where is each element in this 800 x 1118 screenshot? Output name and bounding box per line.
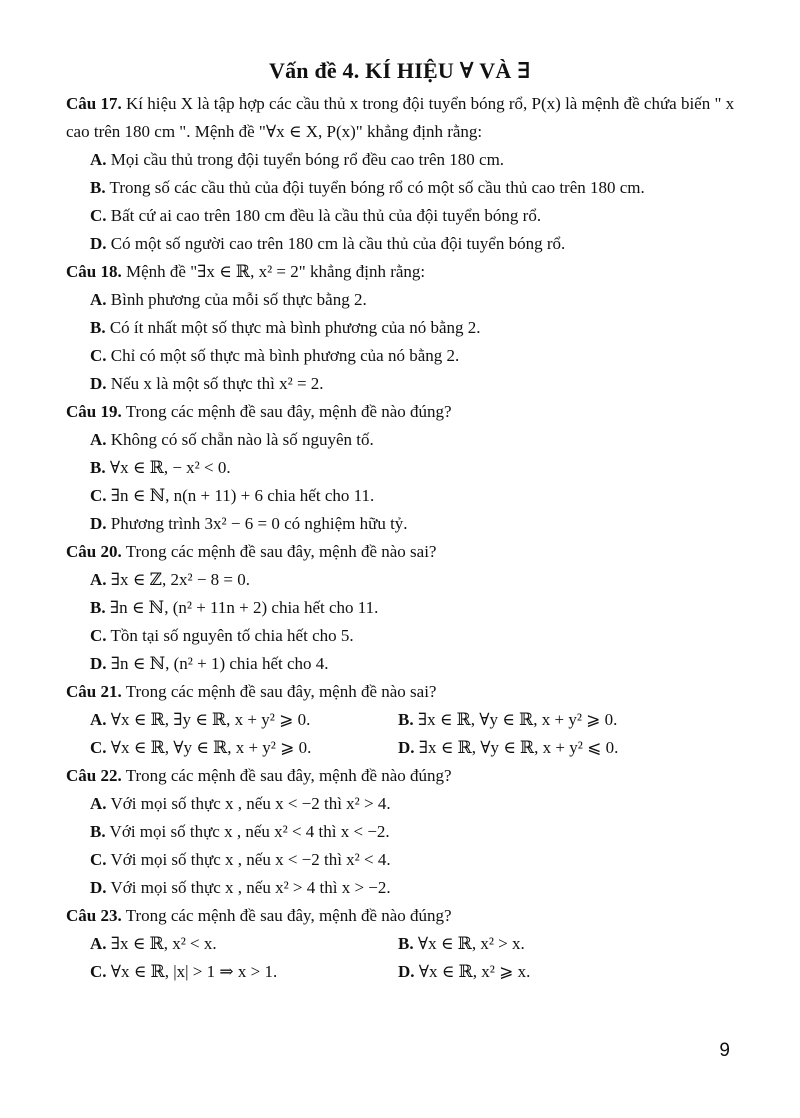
option-d bbox=[66, 370, 746, 398]
option-label: D. bbox=[398, 962, 415, 981]
question-stem bbox=[66, 398, 746, 426]
option-text: ∃x ∈ ℝ, ∀y ∈ ℝ, x + y² ⩽ 0. bbox=[418, 738, 619, 757]
option-text: ∀x ∈ ℝ, x² > x. bbox=[417, 934, 525, 953]
option-label: B. bbox=[90, 458, 106, 477]
option-row bbox=[66, 930, 746, 958]
option-label: B. bbox=[398, 710, 414, 729]
option-text: Với mọi số thực x , nếu x² > 4 thì x > −2. bbox=[110, 878, 391, 897]
option-text: ∀x ∈ ℝ, |x| > 1 ⇒ x > 1. bbox=[110, 962, 278, 981]
question-stem bbox=[66, 90, 746, 146]
option-d bbox=[66, 230, 746, 258]
option-label: A. bbox=[90, 150, 107, 169]
page-number: 9 bbox=[719, 1040, 730, 1061]
option-label: B. bbox=[398, 934, 414, 953]
option-text: Bất cứ ai cao trên 180 cm đều là cầu thủ của đội tuyển bóng rổ. bbox=[110, 206, 542, 225]
option-b bbox=[398, 706, 706, 734]
option-d bbox=[66, 874, 746, 902]
option-row bbox=[66, 734, 746, 762]
question-23 bbox=[66, 902, 746, 986]
option-label: C. bbox=[90, 626, 107, 645]
option-label: D. bbox=[90, 234, 107, 253]
option-text: Nếu x là một số thực thì x² = 2. bbox=[110, 374, 324, 393]
option-label: C. bbox=[90, 962, 107, 981]
option-text: Bình phương của mỗi số thực bằng 2. bbox=[110, 290, 367, 309]
option-text: ∀x ∈ ℝ, x² ⩾ x. bbox=[418, 962, 531, 981]
question-label: Câu 19. bbox=[66, 402, 122, 421]
question-17 bbox=[66, 90, 746, 258]
option-label: A. bbox=[90, 710, 107, 729]
option-label: B. bbox=[90, 178, 106, 197]
option-text: ∃x ∈ ℤ, 2x² − 8 = 0. bbox=[110, 570, 251, 589]
option-label: D. bbox=[90, 878, 107, 897]
option-a bbox=[66, 286, 746, 314]
option-label: A. bbox=[90, 934, 107, 953]
option-d bbox=[66, 510, 746, 538]
question-text: Kí hiệu X là tập hợp các cầu thủ x trong đội tuyển bóng rổ, P(x) là mệnh đề chứa biến " x cao trên 180 cm ". Mệnh đề "∀x ∈ X, P(x)" khẳng định rằng: bbox=[66, 94, 735, 141]
question-21 bbox=[66, 678, 746, 762]
option-text: ∃n ∈ ℕ, (n² + 11n + 2) chia hết cho 11. bbox=[109, 598, 379, 617]
option-a bbox=[90, 930, 398, 958]
question-label: Câu 22. bbox=[66, 766, 122, 785]
option-text: Có một số người cao trên 180 cm là cầu thủ của đội tuyển bóng rổ. bbox=[110, 234, 566, 253]
option-a bbox=[66, 426, 746, 454]
option-text: ∃x ∈ ℝ, x² < x. bbox=[110, 934, 217, 953]
option-text: Chỉ có một số thực mà bình phương của nó bằng 2. bbox=[110, 346, 460, 365]
option-text: ∀x ∈ ℝ, ∀y ∈ ℝ, x + y² ⩾ 0. bbox=[110, 738, 312, 757]
option-b bbox=[66, 174, 746, 202]
option-label: C. bbox=[90, 738, 107, 757]
option-text: Mọi cầu thủ trong đội tuyển bóng rổ đều cao trên 180 cm. bbox=[110, 150, 505, 169]
option-b bbox=[66, 454, 746, 482]
option-row bbox=[66, 706, 746, 734]
option-c bbox=[90, 958, 398, 986]
option-c bbox=[66, 342, 746, 370]
option-text: ∀x ∈ ℝ, − x² < 0. bbox=[109, 458, 231, 477]
option-label: D. bbox=[398, 738, 415, 757]
option-a bbox=[66, 790, 746, 818]
question-18 bbox=[66, 258, 746, 398]
option-b bbox=[66, 818, 746, 846]
option-label: A. bbox=[90, 430, 107, 449]
question-22 bbox=[66, 762, 746, 902]
question-19 bbox=[66, 398, 746, 538]
question-text: Trong các mệnh đề sau đây, mệnh đề nào sai? bbox=[125, 682, 437, 701]
option-a bbox=[66, 146, 746, 174]
option-label: A. bbox=[90, 290, 107, 309]
option-c bbox=[66, 846, 746, 874]
option-a bbox=[66, 566, 746, 594]
option-d bbox=[398, 958, 706, 986]
question-text: Trong các mệnh đề sau đây, mệnh đề nào sai? bbox=[125, 542, 437, 561]
question-stem bbox=[66, 678, 746, 706]
question-text: Trong các mệnh đề sau đây, mệnh đề nào đúng? bbox=[125, 906, 452, 925]
option-text: ∃n ∈ ℕ, (n² + 1) chia hết cho 4. bbox=[110, 654, 329, 673]
option-text: Phương trình 3x² − 6 = 0 có nghiệm hữu tỷ. bbox=[110, 514, 408, 533]
question-text: Trong các mệnh đề sau đây, mệnh đề nào đúng? bbox=[125, 766, 452, 785]
option-text: Với mọi số thực x , nếu x < −2 thì x² > 4. bbox=[110, 794, 391, 813]
option-c bbox=[66, 622, 746, 650]
question-label: Câu 17. bbox=[66, 94, 122, 113]
option-text: Trong số các cầu thủ của đội tuyển bóng rổ có một số cầu thủ cao trên 180 cm. bbox=[109, 178, 645, 197]
question-label: Câu 18. bbox=[66, 262, 122, 281]
option-text: Với mọi số thực x , nếu x < −2 thì x² < 4. bbox=[110, 850, 391, 869]
question-stem bbox=[66, 258, 746, 286]
option-row bbox=[66, 958, 746, 986]
option-label: A. bbox=[90, 794, 107, 813]
option-text: ∃x ∈ ℝ, ∀y ∈ ℝ, x + y² ⩾ 0. bbox=[417, 710, 618, 729]
option-text: Không có số chẵn nào là số nguyên tố. bbox=[110, 430, 374, 449]
question-text: Trong các mệnh đề sau đây, mệnh đề nào đúng? bbox=[125, 402, 452, 421]
option-label: C. bbox=[90, 486, 107, 505]
option-text: Với mọi số thực x , nếu x² < 4 thì x < −2. bbox=[109, 822, 390, 841]
question-stem bbox=[66, 538, 746, 566]
option-a bbox=[90, 706, 398, 734]
option-label: D. bbox=[90, 374, 107, 393]
question-stem bbox=[66, 762, 746, 790]
option-text: ∃n ∈ ℕ, n(n + 11) + 6 chia hết cho 11. bbox=[110, 486, 375, 505]
option-c bbox=[66, 482, 746, 510]
option-label: D. bbox=[90, 514, 107, 533]
question-stem bbox=[66, 902, 746, 930]
option-b bbox=[66, 314, 746, 342]
option-d bbox=[398, 734, 706, 762]
question-label: Câu 20. bbox=[66, 542, 122, 561]
option-label: A. bbox=[90, 570, 107, 589]
question-label: Câu 21. bbox=[66, 682, 122, 701]
option-label: C. bbox=[90, 346, 107, 365]
option-text: Tồn tại số nguyên tố chia hết cho 5. bbox=[110, 626, 354, 645]
option-c bbox=[90, 734, 398, 762]
option-label: C. bbox=[90, 850, 107, 869]
option-b bbox=[66, 594, 746, 622]
option-text: Có ít nhất một số thực mà bình phương của nó bằng 2. bbox=[109, 318, 481, 337]
option-label: B. bbox=[90, 822, 106, 841]
question-label: Câu 23. bbox=[66, 906, 122, 925]
question-list bbox=[66, 90, 746, 986]
section-title: Vấn đề 4. KÍ HIỆU ∀ VÀ ∃ bbox=[269, 58, 531, 83]
option-label: B. bbox=[90, 318, 106, 337]
option-label: D. bbox=[90, 654, 107, 673]
option-label: B. bbox=[90, 598, 106, 617]
question-20 bbox=[66, 538, 746, 678]
option-d bbox=[66, 650, 746, 678]
option-b bbox=[398, 930, 706, 958]
option-text: ∀x ∈ ℝ, ∃y ∈ ℝ, x + y² ⩾ 0. bbox=[110, 710, 311, 729]
question-text: Mệnh đề "∃x ∈ ℝ, x² = 2" khẳng định rằng: bbox=[125, 262, 426, 281]
option-c bbox=[66, 202, 746, 230]
option-label: C. bbox=[90, 206, 107, 225]
